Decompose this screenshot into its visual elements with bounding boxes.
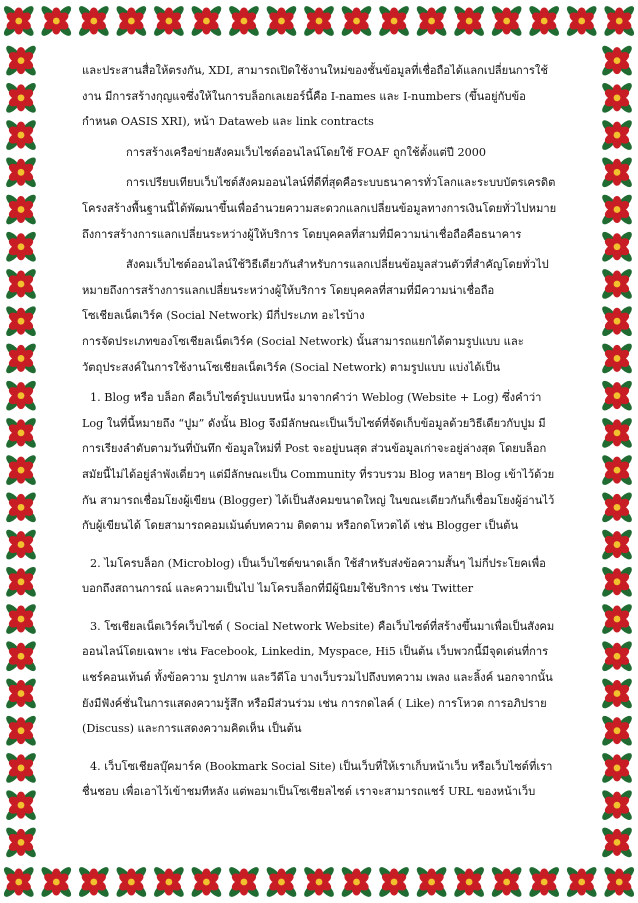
- poinsettia-flower-icon: [452, 4, 486, 38]
- list-item-social-network-website: 3. โซเชียลเน็ตเวิร์คเว็บไซต์ ( Social Network Website) คือเว็บไซต์ที่สร้างขึ้นมาเพื่อเป็นสังคมออนไลน์โดยเฉพาะ เช่น Facebook, Linkedin, Myspace, Hi5 เป็นต้น เว็บพวกนี้มีจุดเด่นที่การแชร์คอนเท้นต์ ทั้งข้อความ รูปภาพ และวีดีโอ บางเว็บรวมไปถึงบทความ เพลง และลิ้งค์ นอกจากนั้นยังมีฟังค์ชั่นในการแสดงความรู้สึก หรือมีส่วนร่วม เช่น การกดไลค์ ( Like) การโหวต การอภิปราย (Discuss) และการแสดงความคิดเห็น เป็นต้น: [82, 619, 555, 736]
- poinsettia-flower-icon: [4, 639, 38, 673]
- poinsettia-flower-icon: [414, 865, 448, 899]
- poinsettia-flower-icon: [490, 4, 524, 38]
- poinsettia-flower-icon: [4, 676, 38, 710]
- poinsettia-flower-icon: [4, 602, 38, 636]
- poinsettia-flower-icon: [227, 865, 261, 899]
- list-item-blog: 1. Blog หรือ บล็อก คือเว็บไซต์รูปแบบหนึ่ง มาจากคำว่า Weblog (Website + Log) ซึ่งคำว่า Log ในที่นี้หมายถึง “ปูม” ดังนั้น Blog จึงมีลักษณะเป็นเว็บไซต์ที่จัดเก็บข้อมูลด้วยวิธีเดียวกับปูม มีการเรียงลำดับตามวันที่บันทึก ข้อมูลใหม่ที่ Post จะอยู่บนสุด ส่วนข้อมูลเก่าจะอยู่ล่างสุด โดยบล็อกสมัยนี้ไม่ได้อยู่ลำพังเดี่ยวๆ แต่มีลักษณะเป็น Community ที่รวบรวม Blog หลายๆ Blog เข้าไว้ด้วยกัน สามารถเชื่อมโยงผู้เขียน (Blogger) ได้เป็นสังคมขนาดใหญ่ ในขณะเดียวกันก็เชื่อมโยงผู้อ่านไว้กับผู้เขียนได้ โดยสามารถคอมเม้นต์บทความ ติดตาม หรือกดโหวตได้ เช่น Blogger เป็นต้น: [82, 391, 555, 533]
- poinsettia-flower-icon: [152, 4, 186, 38]
- poinsettia-flower-icon: [600, 825, 634, 859]
- list-item-microblog: 2. ไมโครบล็อก (Microblog) เป็นเว็บไซต์ขนาดเล็ก ใช้สำหรับส่งข้อความสั้นๆ ไม่กี่ประโยคเพื่อบอกถึงสถานการณ์ และความเป็นไป ไมโครบล็อกที่มีผู้นิยมใช้บริการ เช่น Twitter: [82, 556, 546, 596]
- poinsettia-flower-icon: [600, 118, 634, 152]
- poinsettia-flower-icon: [189, 4, 223, 38]
- poinsettia-flower-icon: [4, 192, 38, 226]
- poinsettia-flower-icon: [4, 565, 38, 599]
- poinsettia-flower-icon: [377, 4, 411, 38]
- poinsettia-flower-icon: [600, 44, 634, 78]
- poinsettia-flower-icon: [600, 751, 634, 785]
- poinsettia-flower-icon: [377, 865, 411, 899]
- poinsettia-flower-icon: [600, 676, 634, 710]
- poinsettia-flower-icon: [600, 304, 634, 338]
- paragraph-social-network-types-heading: โซเชียลเน็ตเวิร์ค (Social Network) มีกี่ประเภท อะไรบ้าง: [82, 309, 365, 323]
- poinsettia-flower-icon: [2, 4, 36, 38]
- poinsettia-flower-icon: [600, 527, 634, 561]
- poinsettia-flower-icon: [600, 639, 634, 673]
- poinsettia-flower-icon: [39, 4, 73, 38]
- poinsettia-flower-icon: [4, 453, 38, 487]
- poinsettia-flower-icon: [4, 81, 38, 115]
- poinsettia-flower-icon: [339, 865, 373, 899]
- poinsettia-flower-icon: [600, 453, 634, 487]
- poinsettia-flower-icon: [39, 865, 73, 899]
- poinsettia-flower-icon: [4, 490, 38, 524]
- flower-border-bottom: [0, 861, 638, 903]
- poinsettia-flower-icon: [600, 230, 634, 264]
- paragraph-xdi: และประสานสื่อให้ตรงกัน, XDI, สามารถเปิดใช้งานใหม่ของชั้นข้อมูลที่เชื่อถือได้แลกเปลี่ยนการใช้งาน มีการสร้างกุญแจซึ่งให้ในการบล็อกเลเยอร์นี้คือ I-names และ I-numbers (ขึ้นอยู่กับข้อกำหนด OASIS XRI), หน้า Dataweb และ link contracts: [82, 64, 548, 129]
- flower-border-left: [0, 42, 42, 861]
- paragraph-classification: การจัดประเภทของโซเชียลเน็ตเวิร์ค (Social Network) นั้นสามารถแยกได้ตามรูปแบบ และวัตถุประสงค์ในการใช้งานโซเชียลเน็ตเวิร์ค (Social Network) ตามรูปแบบ แบ่งได้เป็น: [82, 334, 524, 374]
- list-item-bookmark-social-site: 4. เว็บโซเชียลบุ๊คมาร์ค (Bookmark Social Site) เป็นเว็บที่ให้เราเก็บหน้าเว็บ หรือเว็บไซต์ที่เราชื่นชอบ เพื่อเอาไว้เข้าชมทีหลัง แต่พอมาเป็นโซเชียลไซต์ เราจะสามารถแชร์ URL ของหน้าเว็บ: [82, 759, 553, 799]
- poinsettia-flower-icon: [339, 4, 373, 38]
- poinsettia-flower-icon: [527, 4, 561, 38]
- poinsettia-flower-icon: [600, 788, 634, 822]
- poinsettia-flower-icon: [600, 565, 634, 599]
- poinsettia-flower-icon: [4, 44, 38, 78]
- poinsettia-flower-icon: [4, 341, 38, 375]
- poinsettia-flower-icon: [600, 714, 634, 748]
- flower-border-top: [0, 0, 638, 42]
- poinsettia-flower-icon: [227, 4, 261, 38]
- poinsettia-flower-icon: [4, 714, 38, 748]
- poinsettia-flower-icon: [152, 865, 186, 899]
- paragraph-banking-comparison: การเปรียบเทียบเว็บไซต์สังคมออนไลน์ที่ดีที่สุดคือระบบธนาคารทั่วโลกและระบบบัตรเครดิต โครงสร้างพื้นฐานนี้ได้พัฒนาขึ้นเพื่ออำนวยความสะดวกแลกเปลี่ยนข้อมูลทางการเงินโดยทั่วไปหมายถึงการสร้างการแลกเปลี่ยนระหว่างผู้ให้บริการ โดยบุคคลที่สามที่มีความน่าเชื่อถือคือธนาคาร: [82, 176, 557, 241]
- poinsettia-flower-icon: [77, 4, 111, 38]
- poinsettia-flower-icon: [4, 267, 38, 301]
- poinsettia-flower-icon: [600, 192, 634, 226]
- flower-border-right: [596, 42, 638, 861]
- poinsettia-flower-icon: [602, 865, 636, 899]
- poinsettia-flower-icon: [264, 4, 298, 38]
- poinsettia-flower-icon: [490, 865, 524, 899]
- poinsettia-flower-icon: [527, 865, 561, 899]
- document-body: [82, 58, 560, 805]
- poinsettia-flower-icon: [264, 865, 298, 899]
- poinsettia-flower-icon: [4, 230, 38, 264]
- poinsettia-flower-icon: [600, 602, 634, 636]
- poinsettia-flower-icon: [189, 865, 223, 899]
- poinsettia-flower-icon: [4, 825, 38, 859]
- poinsettia-flower-icon: [600, 490, 634, 524]
- poinsettia-flower-icon: [4, 751, 38, 785]
- poinsettia-flower-icon: [600, 81, 634, 115]
- paragraph-social-exchange: สังคมเว็บไซต์ออนไลน์ใช้วิธีเดียวกันสำหรับการแลกเปลี่ยนข้อมูลส่วนตัวที่สำคัญโดยทั่วไปหมายถึงการสร้างการแลกเปลี่ยนระหว่างผู้ให้บริการ โดยบุคคลที่สามที่มีความน่าเชื่อถือ: [82, 258, 549, 297]
- poinsettia-flower-icon: [4, 155, 38, 189]
- poinsettia-flower-icon: [600, 379, 634, 413]
- poinsettia-flower-icon: [565, 4, 599, 38]
- poinsettia-flower-icon: [302, 4, 336, 38]
- poinsettia-flower-icon: [4, 416, 38, 450]
- poinsettia-flower-icon: [4, 527, 38, 561]
- poinsettia-flower-icon: [600, 267, 634, 301]
- poinsettia-flower-icon: [4, 379, 38, 413]
- poinsettia-flower-icon: [4, 788, 38, 822]
- poinsettia-flower-icon: [302, 865, 336, 899]
- poinsettia-flower-icon: [600, 416, 634, 450]
- paragraph-foaf: การสร้างเครือข่ายสังคมเว็บไซต์ออนไลน์โดยใช้ FOAF ถูกใช้ตั้งแต่ปี 2000: [126, 145, 486, 159]
- poinsettia-flower-icon: [600, 155, 634, 189]
- poinsettia-flower-icon: [602, 4, 636, 38]
- poinsettia-flower-icon: [114, 865, 148, 899]
- poinsettia-flower-icon: [452, 865, 486, 899]
- poinsettia-flower-icon: [4, 118, 38, 152]
- poinsettia-flower-icon: [114, 4, 148, 38]
- poinsettia-flower-icon: [600, 341, 634, 375]
- poinsettia-flower-icon: [4, 304, 38, 338]
- poinsettia-flower-icon: [2, 865, 36, 899]
- poinsettia-flower-icon: [565, 865, 599, 899]
- poinsettia-flower-icon: [77, 865, 111, 899]
- poinsettia-flower-icon: [414, 4, 448, 38]
